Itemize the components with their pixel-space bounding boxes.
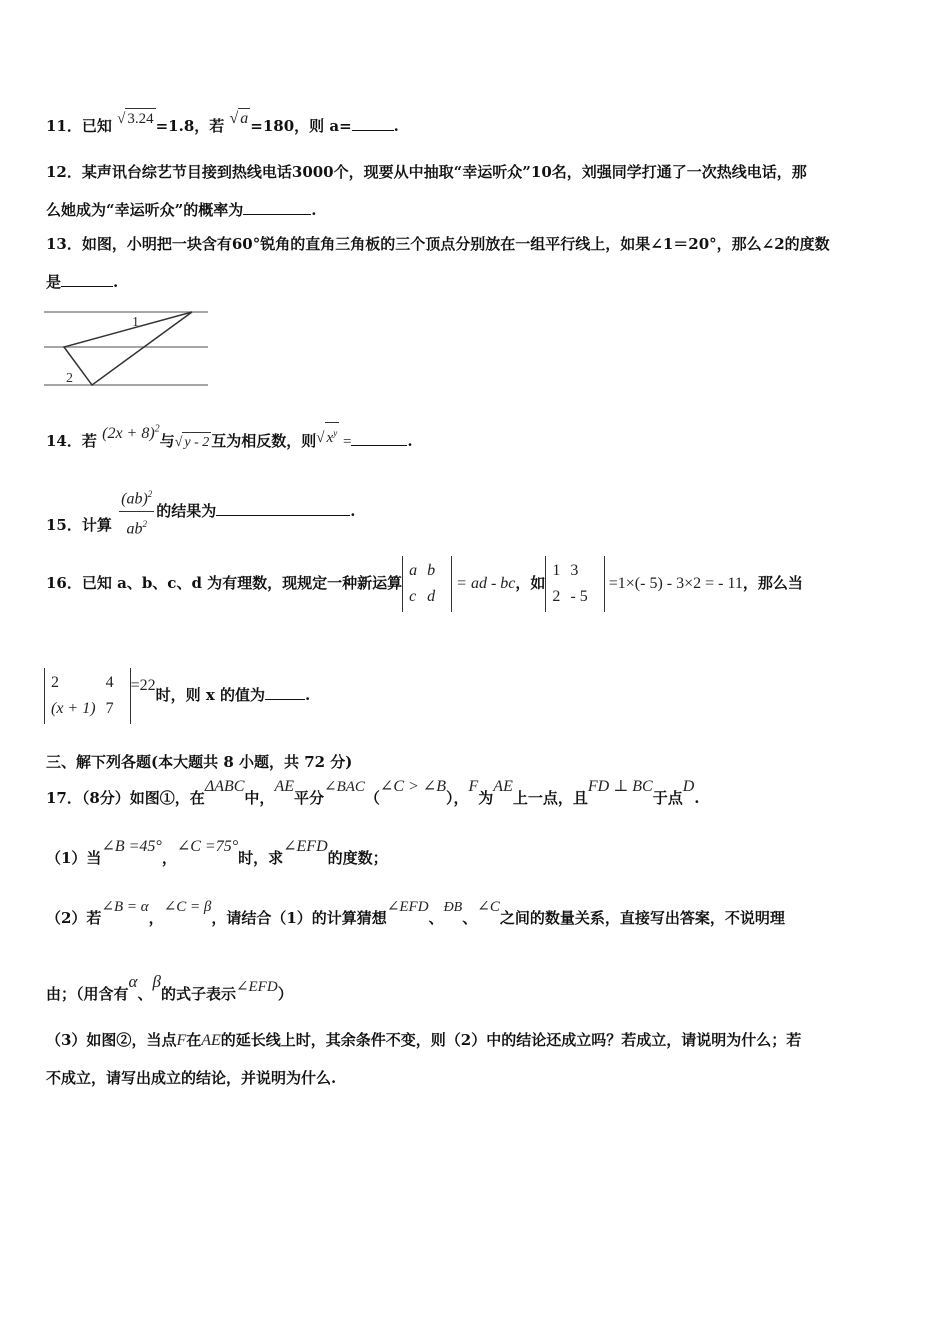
question-15: 15．计算 $\frac{(ab)^2}{ab^2}$ 的结果为 . <box>46 482 356 542</box>
q11-prefix: 11．已知 <box>46 117 112 135</box>
angle-1-label: 1 <box>132 315 139 330</box>
question-17-part2-cont: 由；（用含有α、β的式子表示∠EFD） <box>46 972 293 1003</box>
expr-2x8: $(2x + 8)^2$ <box>102 423 160 442</box>
question-17-line1: 17．（8分）如图①，在ΔABC中，AE平分∠BAC（∠C > ∠B），F为AE上一点，且FD ⊥ BC于点D. <box>46 778 700 807</box>
sqrt-xy: √ $x^y$ <box>316 430 339 446</box>
sqrt-y-2: √ y - 2 <box>175 435 212 450</box>
determinant-x: 2 4 (x + 1) 7 <box>44 668 131 724</box>
question-12-line1: 12．某声讯台综艺节目接到热线电话3000个，现要从中抽取“幸运听众”10名，刘强同学打通了一次热线电话，那 <box>46 163 807 181</box>
question-17-part3: （3）如图②，当点F在AE的延长线上时，其余条件不变，则（2）中的结论还成立吗？若成立，请说明为什么；若 <box>46 1031 802 1049</box>
answer-blank <box>352 116 394 131</box>
sqrt-324: √ 3.24 <box>117 111 155 127</box>
question-17-part3-cont: 不成立，请写出成立的结论，并说明为什么. <box>46 1069 337 1087</box>
question-17-part2: （2）若∠B = α，∠C = β，请结合（1）的计算猜想∠EFD、ÐB、∠C之间的数量关系，直接写出答案，不说明理 <box>46 899 785 927</box>
sqrt-a: √ a <box>229 110 249 127</box>
question-16-line2: 2 4 (x + 1) 7 =22时，则 x 的值为 . <box>46 668 310 724</box>
question-11: 11．已知 √ 3.24 =1.8，若 √ a =180，则 a= . <box>46 110 399 135</box>
answer-blank <box>216 501 350 516</box>
question-17-part1: （1）当∠B =45°，∠C =75°时，求∠EFD的度数； <box>46 838 388 867</box>
question-16: 16．已知 a、b、c、d 为有理数，现规定一种新运算 a b c d = ad - bc，如 1 3 2 - 5 =1×(- 5) - 3×2 = - 11，那么当 <box>46 556 803 612</box>
determinant-definition: a b c d <box>402 556 452 612</box>
determinant-example: 1 3 2 - 5 <box>545 556 604 612</box>
angle-2-label: 2 <box>66 371 73 386</box>
section-3-heading: 三、解下列各题(本大题共 8 小题，共 72 分) <box>46 753 353 771</box>
fraction-ab: $\frac{(ab)^2}{ab^2}$ <box>119 482 154 542</box>
answer-blank <box>61 272 113 287</box>
question-13-line1: 13．如图，小明把一块含有60°锐角的直角三角板的三个顶点分别放在一组平行线上，如果∠1＝20°，那么∠2的度数 <box>46 235 830 253</box>
question-14: 14．若 $(2x + 8)^2$与√ y - 2 互为相反数，则√ $x^y$ = . <box>46 426 413 453</box>
question-13-line2: 是 . <box>46 273 119 291</box>
answer-blank <box>243 200 311 215</box>
answer-blank <box>351 431 407 446</box>
answer-blank <box>265 685 305 700</box>
parallel-lines-figure <box>44 306 210 388</box>
question-12-line2: 么她成为“幸运听众”的概率为 . <box>46 201 317 219</box>
